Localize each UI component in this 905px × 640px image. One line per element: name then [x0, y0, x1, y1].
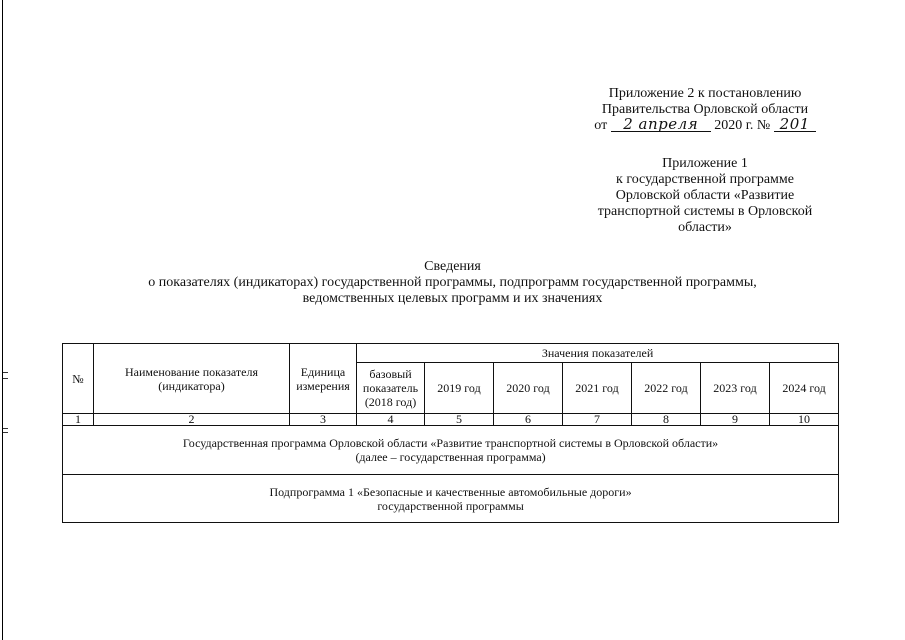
annex-1-line-1: Приложение 1 [662, 156, 748, 171]
document-heading [80, 259, 825, 307]
annex-2-date-line [560, 115, 850, 134]
column-number: 3 [290, 414, 357, 426]
header-year-2020: 2020 год [494, 363, 563, 414]
subprogram-cell [63, 475, 839, 523]
scan-edge-line [2, 0, 3, 640]
column-numbers-row [63, 414, 839, 426]
column-number: 10 [770, 414, 839, 426]
annex-2-header [560, 86, 850, 134]
program-note: (далее – государственная программа) [355, 450, 546, 464]
date-prefix: от [594, 118, 608, 133]
subprogram-row [63, 475, 839, 523]
column-number: 2 [94, 414, 290, 426]
header-year-2021: 2021 год [563, 363, 632, 414]
program-row [63, 426, 839, 475]
annex-1-line-2: к государственной программе [616, 172, 794, 187]
annex-2-line-2: Правительства Орловской области [601, 102, 809, 117]
handwritten-number: 201 [774, 118, 816, 132]
table-header-row [63, 344, 839, 363]
indicators-table [62, 343, 839, 523]
subprogram-title: Подпрограмма 1 «Безопасные и качественные автомобильные дороги» [269, 484, 632, 499]
annex-2-line-1: Приложение 2 к постановлению [608, 86, 802, 101]
annex-1-line-3: Орловской области «Развитие [615, 188, 795, 203]
column-number: 8 [632, 414, 701, 426]
header-unit: Единица измерения [290, 344, 357, 414]
header-year-2023: 2023 год [701, 363, 770, 414]
scan-edge-mark [3, 372, 8, 373]
scan-edge-mark [3, 428, 8, 429]
header-indicator-name: Наименование показателя (индикатора) [94, 344, 290, 414]
column-number: 1 [63, 414, 94, 426]
annex-1-line-5: области» [678, 220, 732, 235]
column-number: 6 [494, 414, 563, 426]
header-number: № [63, 344, 94, 414]
header-values-group: Значения показателей [357, 344, 839, 363]
column-number: 4 [357, 414, 425, 426]
program-title: Государственная программа Орловской области «Развитие транспортной системы в Орловской области» [182, 436, 719, 450]
subprogram-note: государственной программы [377, 498, 524, 513]
handwritten-date: 2 апреля [611, 118, 711, 132]
column-number: 7 [563, 414, 632, 426]
header-year-2024: 2024 год [770, 363, 839, 414]
program-cell [63, 426, 839, 475]
header-year-2019: 2019 год [425, 363, 494, 414]
heading-line-3: ведомственных целевых программ и их значениях [302, 291, 603, 306]
column-number: 5 [425, 414, 494, 426]
header-year-2022: 2022 год [632, 363, 701, 414]
column-number: 9 [701, 414, 770, 426]
scan-edge-mark [3, 378, 8, 379]
date-suffix: 2020 г. № [714, 118, 771, 133]
scan-edge-mark [3, 432, 8, 433]
annex-1-line-4: транспортной системы в Орловской [597, 204, 813, 219]
heading-title: Сведения [424, 259, 481, 274]
header-base-value: базовый показатель (2018 год) [357, 363, 425, 414]
heading-line-2: о показателях (индикаторах) государственной программы, подпрограмм государственной программы, [148, 275, 757, 290]
annex-1-header [572, 156, 838, 236]
